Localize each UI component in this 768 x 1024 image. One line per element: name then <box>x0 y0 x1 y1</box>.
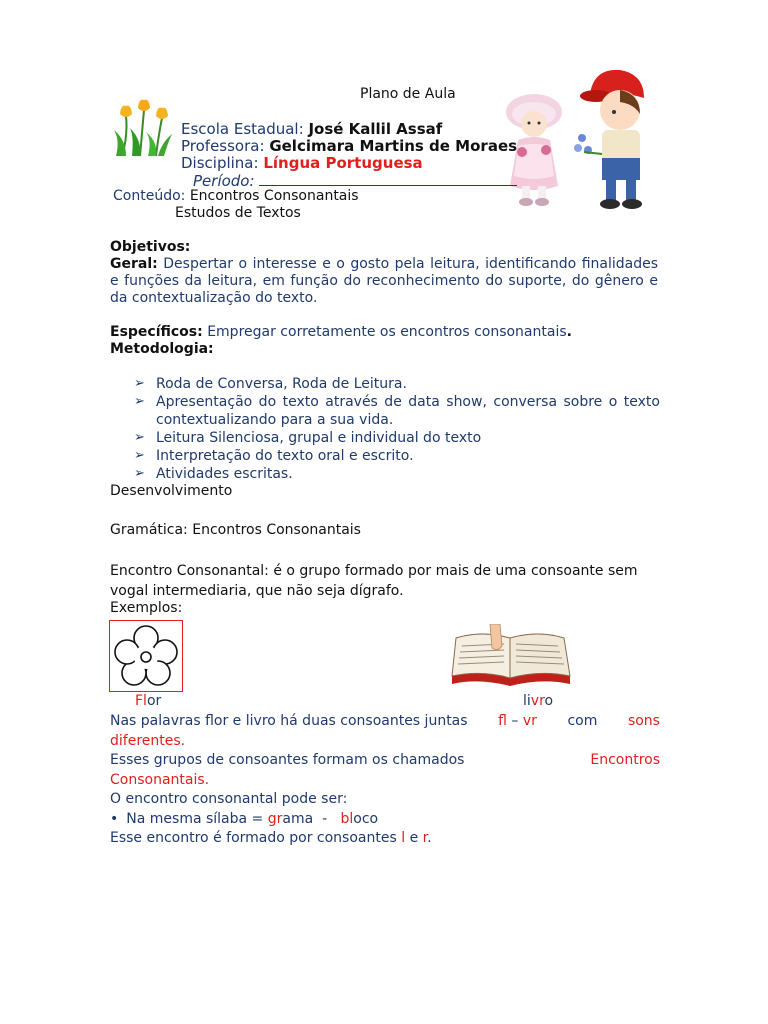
explanation-line-1: Nas palavras flor e livro há duas consoantes juntas fl – vr com sons <box>110 713 660 729</box>
content-label: Conteúdo: <box>113 188 186 204</box>
livro-consonant-cluster: vr <box>530 693 545 709</box>
content-value-2: Estudos de Textos <box>175 205 301 221</box>
flor-consonant-cluster: Fl <box>135 693 147 709</box>
explanation-line-4: Consonantais. <box>110 772 210 788</box>
arrow-bullet-icon: ➢ <box>134 394 145 409</box>
arrow-bullet-icon: ➢ <box>134 448 145 463</box>
page-title: Plano de Aula <box>360 86 456 102</box>
content-line <box>113 188 359 205</box>
general-objective <box>110 256 658 307</box>
general-label: Geral: <box>110 256 158 272</box>
general-text: Despertar o interesse e o gosto pela leitura, identificando finalidades e funções da leitura, em função do reconhecimento do suporte, do gênero e da contextualização do texto. <box>110 256 659 306</box>
school-label: Escola Estadual: <box>181 120 304 138</box>
development-heading: Desenvolvimento <box>110 483 233 499</box>
list-item: ➢ Leitura Silenciosa, grupal e individual do texto <box>134 430 482 446</box>
school-line <box>181 120 442 138</box>
explanation-line-6: Esse encontro é formado por consoantes l e r. <box>110 830 432 846</box>
grammar-line: Gramática: Encontros Consonantais <box>110 522 361 538</box>
period-blank-line <box>259 171 517 186</box>
explanation-line-5: O encontro consonantal pode ser: <box>110 791 348 807</box>
specific-label: Específicos: <box>110 324 203 340</box>
content-value: Encontros Consonantais <box>189 188 359 204</box>
bullet-dot-icon: • <box>110 811 119 827</box>
subject-label: Disciplina: <box>181 154 259 172</box>
explanation-line-3: Esses grupos de consoantes formam os chamados Encontros <box>110 752 660 768</box>
flower-illustration <box>109 620 183 692</box>
specific-text: Empregar corretamente os encontros consonantais <box>207 324 567 340</box>
livro-end: o <box>544 693 554 709</box>
book-illustration <box>448 624 574 690</box>
list-item: ➢ Roda de Conversa, Roda de Leitura. <box>134 376 407 392</box>
list-item: ➢ Interpretação do texto oral e escrito. <box>134 448 414 464</box>
example-word-livro <box>523 693 553 709</box>
specific-period: . <box>566 324 572 340</box>
syllable-bullet: • Na mesma sílaba = grama - bloco <box>110 811 379 827</box>
list-item: ➢ Apresentação do texto através de data show, conversa sobre o texto contextualizando para a sua vida. <box>134 394 660 428</box>
arrow-bullet-icon: ➢ <box>134 466 145 481</box>
tulips-illustration <box>112 96 174 158</box>
school-value: José Kallil Assaf <box>308 120 443 138</box>
objectives-heading: Objetivos: <box>110 239 191 255</box>
example-word-flor <box>135 693 161 709</box>
teacher-line <box>181 137 517 155</box>
teacher-value: Gelcimara Martins de Moraes <box>269 137 518 155</box>
subject-value: Língua Portuguesa <box>263 154 423 172</box>
list-item: ➢ Atividades escritas. <box>134 466 293 482</box>
arrow-bullet-icon: ➢ <box>134 430 145 445</box>
flor-rest: or <box>146 693 162 709</box>
livro-start: li <box>523 693 531 709</box>
definition-text: Encontro Consonantal: é o grupo formado por mais de uma consoante sem vogal intermediaria, que não seja dígrafo. <box>110 563 638 599</box>
teacher-label: Professora: <box>181 137 265 155</box>
boy-illustration <box>574 64 650 212</box>
methodology-heading: Metodologia: <box>110 341 214 357</box>
specific-objective <box>110 324 572 341</box>
methodology-list <box>132 375 660 483</box>
arrow-bullet-icon: ➢ <box>134 376 145 391</box>
period-label: Período: <box>193 172 255 190</box>
examples-label: Exemplos: <box>110 600 183 616</box>
subject-line <box>181 154 423 172</box>
explanation-line-2: diferentes. <box>110 733 186 749</box>
